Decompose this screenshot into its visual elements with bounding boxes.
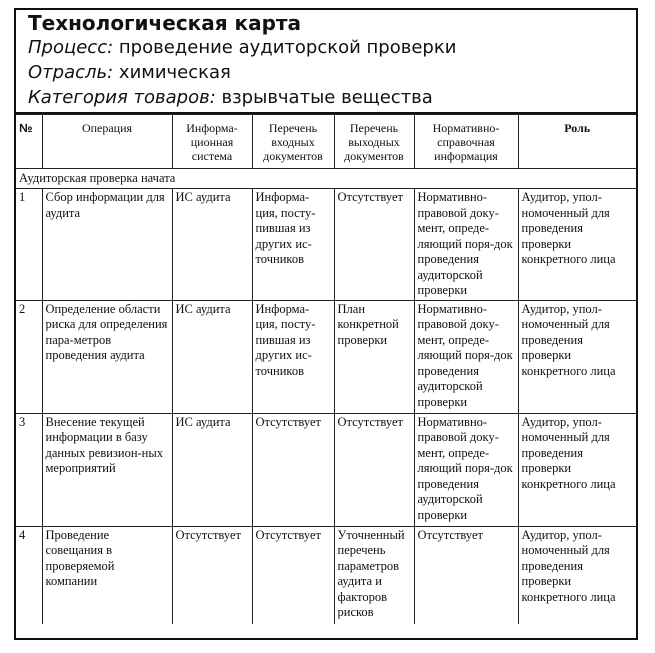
input-docs-cell: Информа-ция, посту-пившая из других ис-точников — [252, 189, 334, 301]
normative-cell: Нормативно-правовой доку-мент, опреде-ляющий поря-док проведения аудиторской проверки — [414, 413, 518, 526]
table-header-row — [16, 115, 636, 169]
category-label: Категория товаров: — [28, 87, 216, 108]
output-docs-cell: План конкретной проверки — [334, 300, 414, 413]
role-cell: Аудитор, упол-номоченный для проведения проверки конкретного лица — [518, 189, 636, 301]
input-docs-cell: Отсутствует — [252, 413, 334, 526]
output-docs-cell: Отсутствует — [334, 189, 414, 301]
input-docs-cell: Информа-ция, посту-пившая из других ис-точников — [252, 300, 334, 413]
row-number: 4 — [16, 526, 42, 624]
technology-card — [14, 8, 638, 640]
normative-cell: Нормативно-правовой доку-мент, опреде-ляющий поря-док проведения аудиторской проверки — [414, 300, 518, 413]
card-title: Технологическая карта — [28, 11, 302, 35]
operation-cell: Сбор информации для аудита — [42, 189, 172, 301]
column-header-input-docs: Перечень входных документов — [252, 115, 334, 169]
industry-value: химическая — [118, 62, 231, 83]
column-header-operation: Операция — [42, 115, 172, 169]
section-row — [16, 169, 636, 189]
column-header-output-docs: Перечень выходных документов — [334, 115, 414, 169]
operation-cell: Определение области риска для определения пара-метров проведения аудита — [42, 300, 172, 413]
table-row — [16, 413, 636, 526]
table-row — [16, 189, 636, 301]
system-cell: ИС аудита — [172, 413, 252, 526]
operations-table — [16, 114, 636, 624]
input-docs-cell: Отсутствует — [252, 526, 334, 624]
system-cell: ИС аудита — [172, 300, 252, 413]
operation-cell: Проведение совещания в проверяемой компании — [42, 526, 172, 624]
category-value: взрывчатые вещества — [221, 87, 433, 108]
column-header-normative: Нормативно-справочная информация — [414, 115, 518, 169]
column-header-role: Роль — [518, 115, 636, 169]
table-row — [16, 300, 636, 413]
section-label: Аудиторская проверка начата — [16, 169, 636, 189]
process-value: проведение аудиторской проверки — [118, 37, 457, 58]
card-header — [16, 10, 636, 114]
industry-line — [28, 60, 624, 85]
industry-label: Отрасль: — [28, 62, 114, 83]
process-label: Процесс: — [28, 37, 114, 58]
output-docs-cell: Уточненный перечень параметров аудита и факторов рисков — [334, 526, 414, 624]
role-cell: Аудитор, упол-номоченный для проведения проверки конкретного лица — [518, 300, 636, 413]
role-cell: Аудитор, упол-номоченный для проведения проверки конкретного лица — [518, 526, 636, 624]
normative-cell: Нормативно-правовой доку-мент, опреде-ляющий поря-док проведения аудиторской проверки — [414, 189, 518, 301]
output-docs-cell: Отсутствует — [334, 413, 414, 526]
table-row — [16, 526, 636, 624]
system-cell: ИС аудита — [172, 189, 252, 301]
row-number: 2 — [16, 300, 42, 413]
normative-cell: Отсутствует — [414, 526, 518, 624]
process-line — [28, 35, 624, 60]
column-header-system: Информа-ционная система — [172, 115, 252, 169]
system-cell: Отсутствует — [172, 526, 252, 624]
row-number: 1 — [16, 189, 42, 301]
role-cell: Аудитор, упол-номоченный для проведения проверки конкретного лица — [518, 413, 636, 526]
operation-cell: Внесение текущей информации в базу данных ревизион-ных мероприятий — [42, 413, 172, 526]
row-number: 3 — [16, 413, 42, 526]
category-line — [28, 85, 624, 110]
column-header-number: № — [16, 115, 42, 169]
